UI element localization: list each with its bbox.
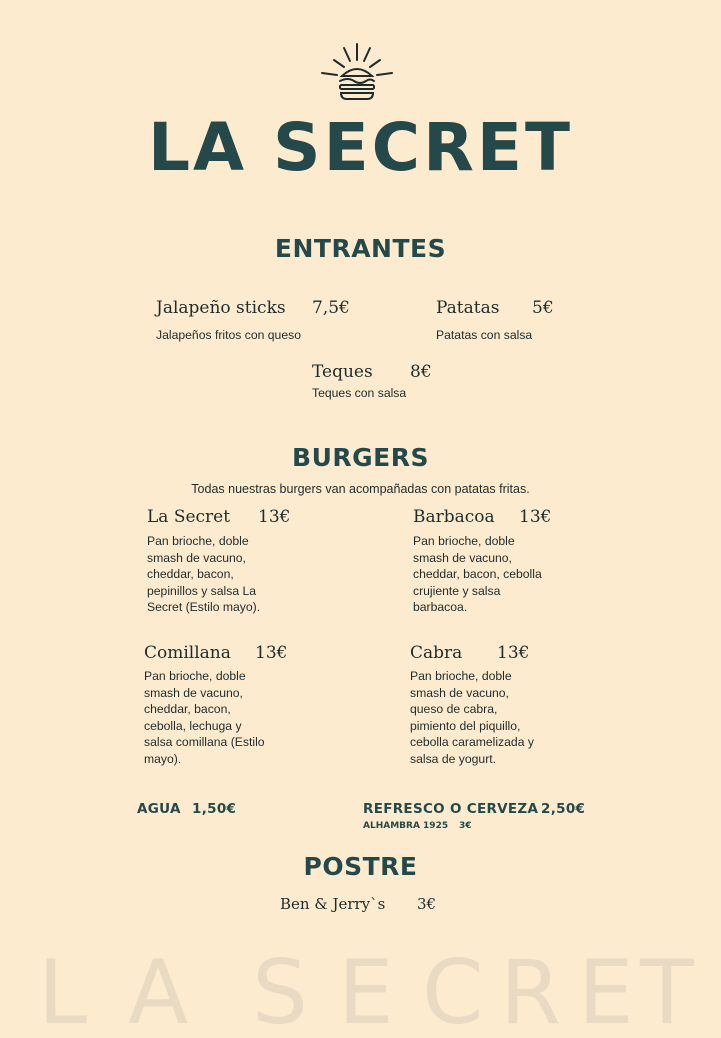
drink-price-refresco: 2,50€ [541,801,586,817]
watermark-letter: C [422,948,484,1038]
item-desc-barbacoa: Pan brioche, doble smash de vacuno, cheddar, bacon, cebolla crujiente y salsa barbacoa. [413,534,542,614]
item-name-patatas: Patatas [436,298,500,318]
item-price-comillana: 13€ [255,643,288,663]
item-price-teques: 8€ [410,362,432,382]
brand-watermark [0,948,721,1038]
item-name-ben-jerrys: Ben & Jerry`s [280,895,386,913]
item-desc-teques: Teques con salsa [312,386,407,400]
burgers-note: Todas nuestras burgers van acompañadas con patatas fritas. [191,482,530,496]
item-price-ben-jerrys: 3€ [417,895,437,913]
item-desc-comillana: Pan brioche, doble smash de vacuno, cheddar, bacon, cebolla, lechuga y salsa comillana (Estilo mayo). [144,669,265,766]
drink-sub-name-alhambra: ALHAMBRA 1925 [363,821,449,831]
watermark-letter: T [640,948,694,1038]
item-desc-jalapeno: Jalapeños fritos con queso [156,328,301,342]
drink-sub-price-alhambra: 3€ [459,821,472,831]
burger-sunrise-icon [318,40,396,104]
section-title-postre: POSTRE [303,852,418,881]
item-desc-patatas: Patatas con salsa [436,328,533,342]
brand-title: LA SECRET [147,109,574,186]
watermark-letter: E [578,948,634,1038]
watermark-letter: A [128,948,189,1038]
item-name-la-secret: La Secret [147,507,231,527]
drink-price-agua: 1,50€ [192,801,237,817]
item-desc-cabra: Pan brioche, doble smash de vacuno, queso de cabra, pimiento del piquillo, cebolla caramelizada y salsa de yogurt. [410,669,534,766]
item-desc-la-secret: Pan brioche, doble smash de vacuno, cheddar, bacon, pepinillos y salsa La Secret (Estilo mayo). [147,534,261,614]
item-price-la-secret: 13€ [258,507,291,527]
item-price-barbacoa: 13€ [519,507,552,527]
watermark-letter: S [252,948,308,1038]
item-price-patatas: 5€ [532,298,554,318]
drink-name-refresco: REFRESCO O CERVEZA [363,801,539,817]
item-price-cabra: 13€ [497,643,530,663]
watermark-letter: E [338,948,394,1038]
watermark-letter: R [500,948,562,1038]
item-name-comillana: Comillana [144,643,231,663]
section-title-burgers: BURGERS [292,443,429,472]
item-name-jalapeno: Jalapeño sticks [156,298,286,318]
item-name-teques: Teques [312,362,373,382]
item-price-jalapeno: 7,5€ [312,298,350,318]
section-title-entrantes: ENTRANTES [274,234,447,263]
item-name-barbacoa: Barbacoa [413,507,495,527]
drink-name-agua: AGUA [137,801,181,817]
watermark-letter: L [38,948,88,1038]
item-name-cabra: Cabra [410,643,463,663]
